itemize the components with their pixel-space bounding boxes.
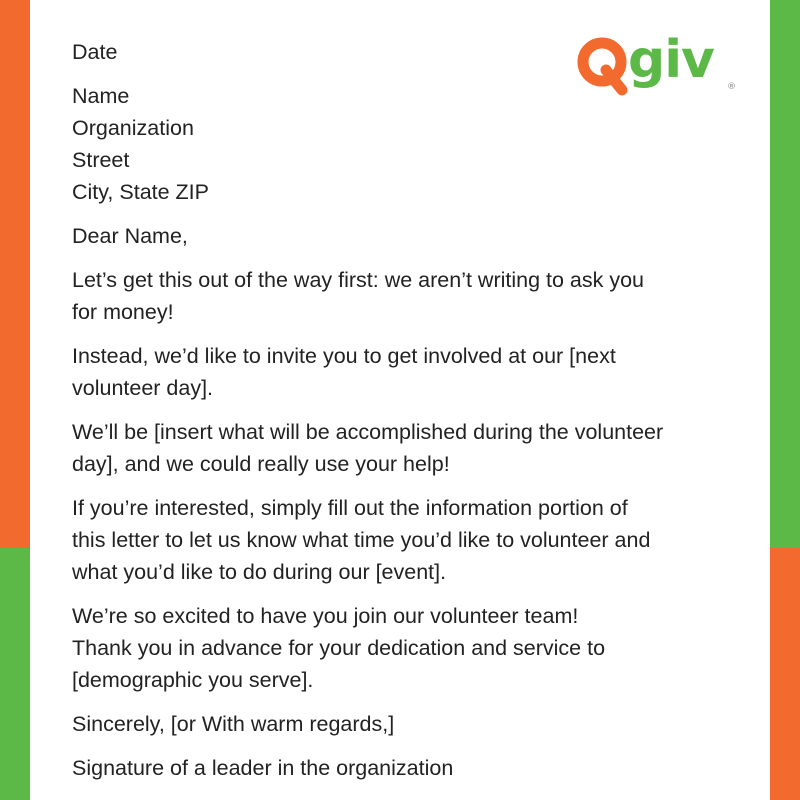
text-line: We’ll be [insert what will be accomplished during the volunteer (72, 420, 664, 444)
closing: Sincerely, [or With warm regards,] (72, 712, 395, 736)
address-line: Name (72, 84, 130, 108)
paragraph-3 (72, 416, 712, 480)
text-line: [demographic you serve]. (72, 668, 314, 692)
text-line: If you’re interested, simply fill out the information portion of (72, 496, 628, 520)
address-line: Organization (72, 116, 194, 140)
salutation: Dear Name, (72, 224, 188, 248)
text-line: We’re so excited to have you join our volunteer team! (72, 604, 579, 628)
text-line: day], and we could really use your help! (72, 452, 450, 476)
right-green-border (770, 0, 800, 548)
text-line: Thank you in advance for your dedication and service to (72, 636, 606, 660)
paragraph-4 (72, 492, 712, 588)
paragraph-5 (72, 600, 712, 696)
letter-page (30, 0, 770, 800)
text-line: this letter to let us know what time you’d like to volunteer and (72, 528, 651, 552)
recipient-address (72, 80, 712, 208)
text-line: what you’d like to do during our [event]. (72, 560, 447, 584)
date-line: Date (72, 40, 118, 64)
text-line: volunteer day]. (72, 376, 214, 400)
text-line: Let’s get this out of the way first: we aren’t writing to ask you (72, 268, 645, 292)
text-line: Instead, we’d like to invite you to get involved at our [next (72, 344, 616, 368)
address-line: City, State ZIP (72, 180, 209, 204)
letter-body (72, 36, 712, 784)
paragraph-1 (72, 264, 712, 328)
left-green-border (0, 548, 30, 800)
logo-wordmark: giv (628, 30, 714, 90)
address-line: Street (72, 148, 130, 172)
left-orange-border (0, 0, 30, 548)
paragraph-2 (72, 340, 712, 404)
signature-line: Signature of a leader in the organization (72, 756, 454, 780)
text-line: for money! (72, 300, 174, 324)
registered-mark: ® (727, 82, 736, 92)
right-orange-border (770, 548, 800, 800)
